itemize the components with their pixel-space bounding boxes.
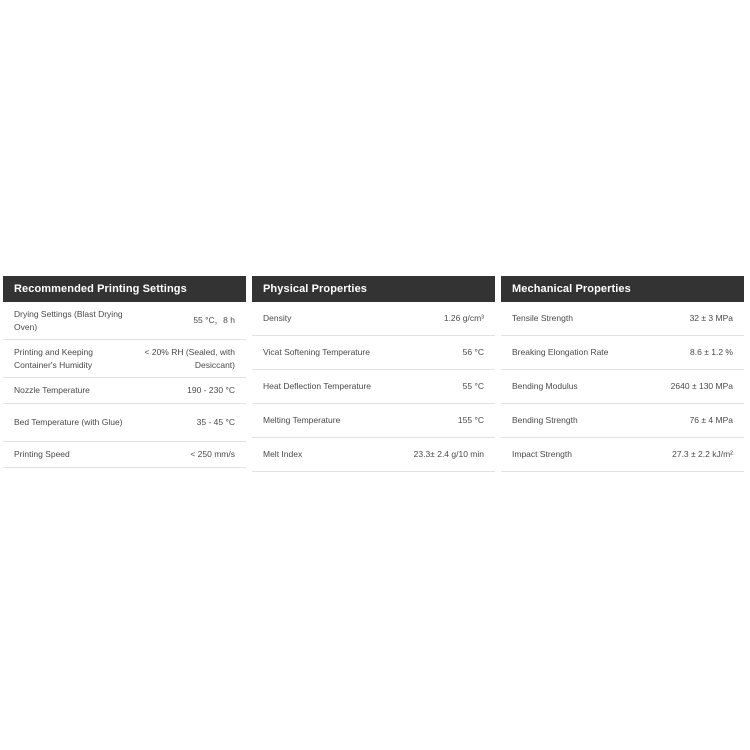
table-row	[501, 302, 744, 336]
table-row	[3, 442, 246, 468]
row-label: Melt Index	[263, 449, 303, 459]
printing-settings-panel	[3, 276, 246, 468]
row-value: 55 °C	[462, 381, 484, 391]
row-value: 27.3 ± 2.2 kJ/m²	[672, 449, 733, 459]
row-label: Melting Temperature	[263, 415, 341, 425]
table-row	[252, 404, 495, 438]
row-value: 1.26 g/cm³	[443, 313, 484, 323]
row-label: Bending Strength	[512, 415, 578, 425]
table-row	[3, 340, 246, 378]
row-label: Bed Temperature (with Glue)	[14, 417, 123, 427]
row-value: 8.6 ± 1.2 %	[690, 347, 733, 357]
row-label: Impact Strength	[512, 449, 573, 459]
mechanical-properties-list	[501, 302, 744, 472]
table-row	[252, 302, 495, 336]
row-value: 2640 ± 130 MPa	[670, 381, 733, 391]
row-value: 76 ± 4 MPa	[689, 415, 733, 425]
row-label: Printing and Keeping Container's Humidity	[14, 346, 93, 370]
printing-settings-list	[3, 302, 246, 468]
row-value: 32 ± 3 MPa	[689, 313, 733, 323]
table-row	[252, 370, 495, 404]
row-label: Breaking Elongation Rate	[512, 347, 609, 357]
row-value: 190 - 230 °C	[187, 385, 235, 395]
table-row	[3, 378, 246, 404]
row-value: < 250 mm/s	[190, 449, 235, 459]
row-label: Vicat Softening Temperature	[263, 347, 370, 357]
table-row	[501, 336, 744, 370]
printing-settings-title: Recommended Printing Settings	[3, 276, 246, 302]
mechanical-properties-panel	[501, 276, 744, 472]
physical-properties-panel	[252, 276, 495, 472]
row-label: Heat Deflection Temperature	[263, 381, 372, 391]
row-label: Density	[263, 313, 292, 323]
row-value: 23.3± 2.4 g/10 min	[413, 449, 484, 459]
row-value: 35 - 45 °C	[196, 417, 235, 427]
row-label: Tensile Strength	[512, 313, 573, 323]
row-value: 55 °C，8 h	[193, 315, 235, 325]
table-row	[3, 404, 246, 442]
row-value: < 20% RH (Sealed, with Desiccant)	[144, 346, 235, 370]
row-label: Bending Modulus	[512, 381, 578, 391]
mechanical-properties-title: Mechanical Properties	[501, 276, 744, 302]
row-label: Printing Speed	[14, 449, 70, 459]
table-row	[501, 370, 744, 404]
table-row	[501, 438, 744, 472]
row-label: Nozzle Temperature	[14, 385, 90, 395]
table-row	[501, 404, 744, 438]
row-value: 155 °C	[457, 415, 484, 425]
row-value: 56 °C	[462, 347, 484, 357]
table-row	[3, 302, 246, 340]
table-row	[252, 336, 495, 370]
physical-properties-title: Physical Properties	[252, 276, 495, 302]
physical-properties-list	[252, 302, 495, 472]
row-label: Drying Settings (Blast Drying Oven)	[14, 308, 123, 332]
table-row	[252, 438, 495, 472]
